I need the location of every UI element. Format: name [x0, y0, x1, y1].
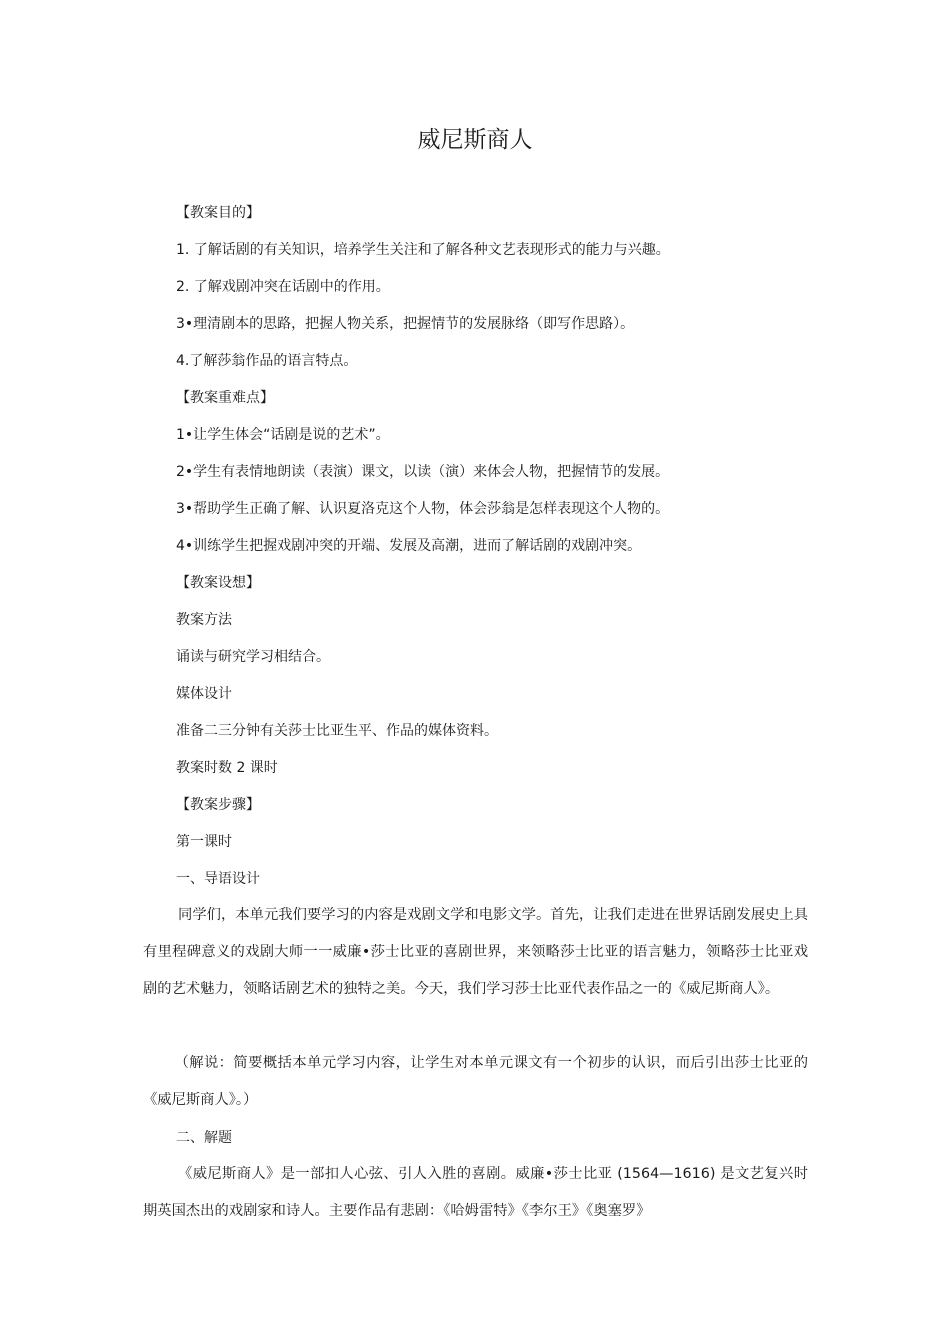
- media-text: 准备二三分钟有关莎士比亚生平、作品的媒体资料。: [176, 723, 498, 739]
- objective-item-2: 2. 了解戏剧冲突在话剧中的作用。: [176, 279, 390, 295]
- key-point-item-3: 3•帮助学生正确了解、认识夏洛克这个人物，体会莎翁是怎样表现这个人物的。: [176, 501, 670, 517]
- key-points-heading: 【教案重难点】: [176, 390, 274, 406]
- hours-text: 教案时数 2 课时: [176, 760, 278, 776]
- steps-heading: 【教案步骤】: [176, 797, 260, 813]
- key-point-item-4: 4•训练学生把握戏剧冲突的开端、发展及高潮，进而了解话剧的戏剧冲突。: [176, 538, 642, 554]
- objective-item-1: 1. 了解话剧的有关知识，培养学生关注和了解各种文艺表现形式的能力与兴趣。: [176, 242, 670, 258]
- method-label: 教案方法: [176, 612, 232, 628]
- design-heading: 【教案设想】: [176, 575, 260, 591]
- objectives-heading: 【教案目的】: [176, 205, 260, 221]
- lesson-label: 第一课时: [176, 834, 232, 850]
- part2-paragraph: 《威尼斯商人》是一部扣人心弦、引人入胜的喜剧。威廉•莎士比亚 (1564—1616) 是文艺复兴时期英国杰出的戏剧家和诗人。主要作品有悲剧：《哈姆雷特》《李尔王》《奥塞罗》: [143, 1166, 808, 1219]
- key-point-item-2: 2•学生有表情地朗读（表演）课文，以读（演）来体会人物，把握情节的发展。: [176, 464, 670, 480]
- media-label: 媒体设计: [176, 686, 232, 702]
- part1-paragraph: 同学们，本单元我们要学习的内容是戏剧文学和电影文学。首先，让我们走进在世界话剧发展史上具有里程碑意义的戏剧大师一一威廉•莎士比亚的喜剧世界，来领略莎士比亚的语言魅力，领略莎士比亚戏剧的艺术魅力，领略话剧艺术的独特之美。今天，我们学习莎士比亚代表作品之一的《威尼斯商人》。: [143, 907, 808, 997]
- key-point-item-1: 1•让学生体会“话剧是说的艺术”。: [176, 427, 390, 443]
- part2-title: 二、解题: [176, 1130, 232, 1146]
- part1-note: （解说：简要概括本单元学习内容，让学生对本单元课文有一个初步的认识，而后引出莎士比亚的《威尼斯商人》。）: [143, 1055, 808, 1108]
- objective-item-4: 4.了解莎翁作品的语言特点。: [176, 353, 358, 369]
- part1-title: 一、导语设计: [176, 871, 260, 887]
- document-title: 威尼斯商人: [417, 127, 533, 153]
- objective-item-3: 3•理清剧本的思路，把握人物关系，把握情节的发展脉络（即写作思路）。: [176, 316, 635, 332]
- method-text: 诵读与研究学习相结合。: [176, 649, 330, 665]
